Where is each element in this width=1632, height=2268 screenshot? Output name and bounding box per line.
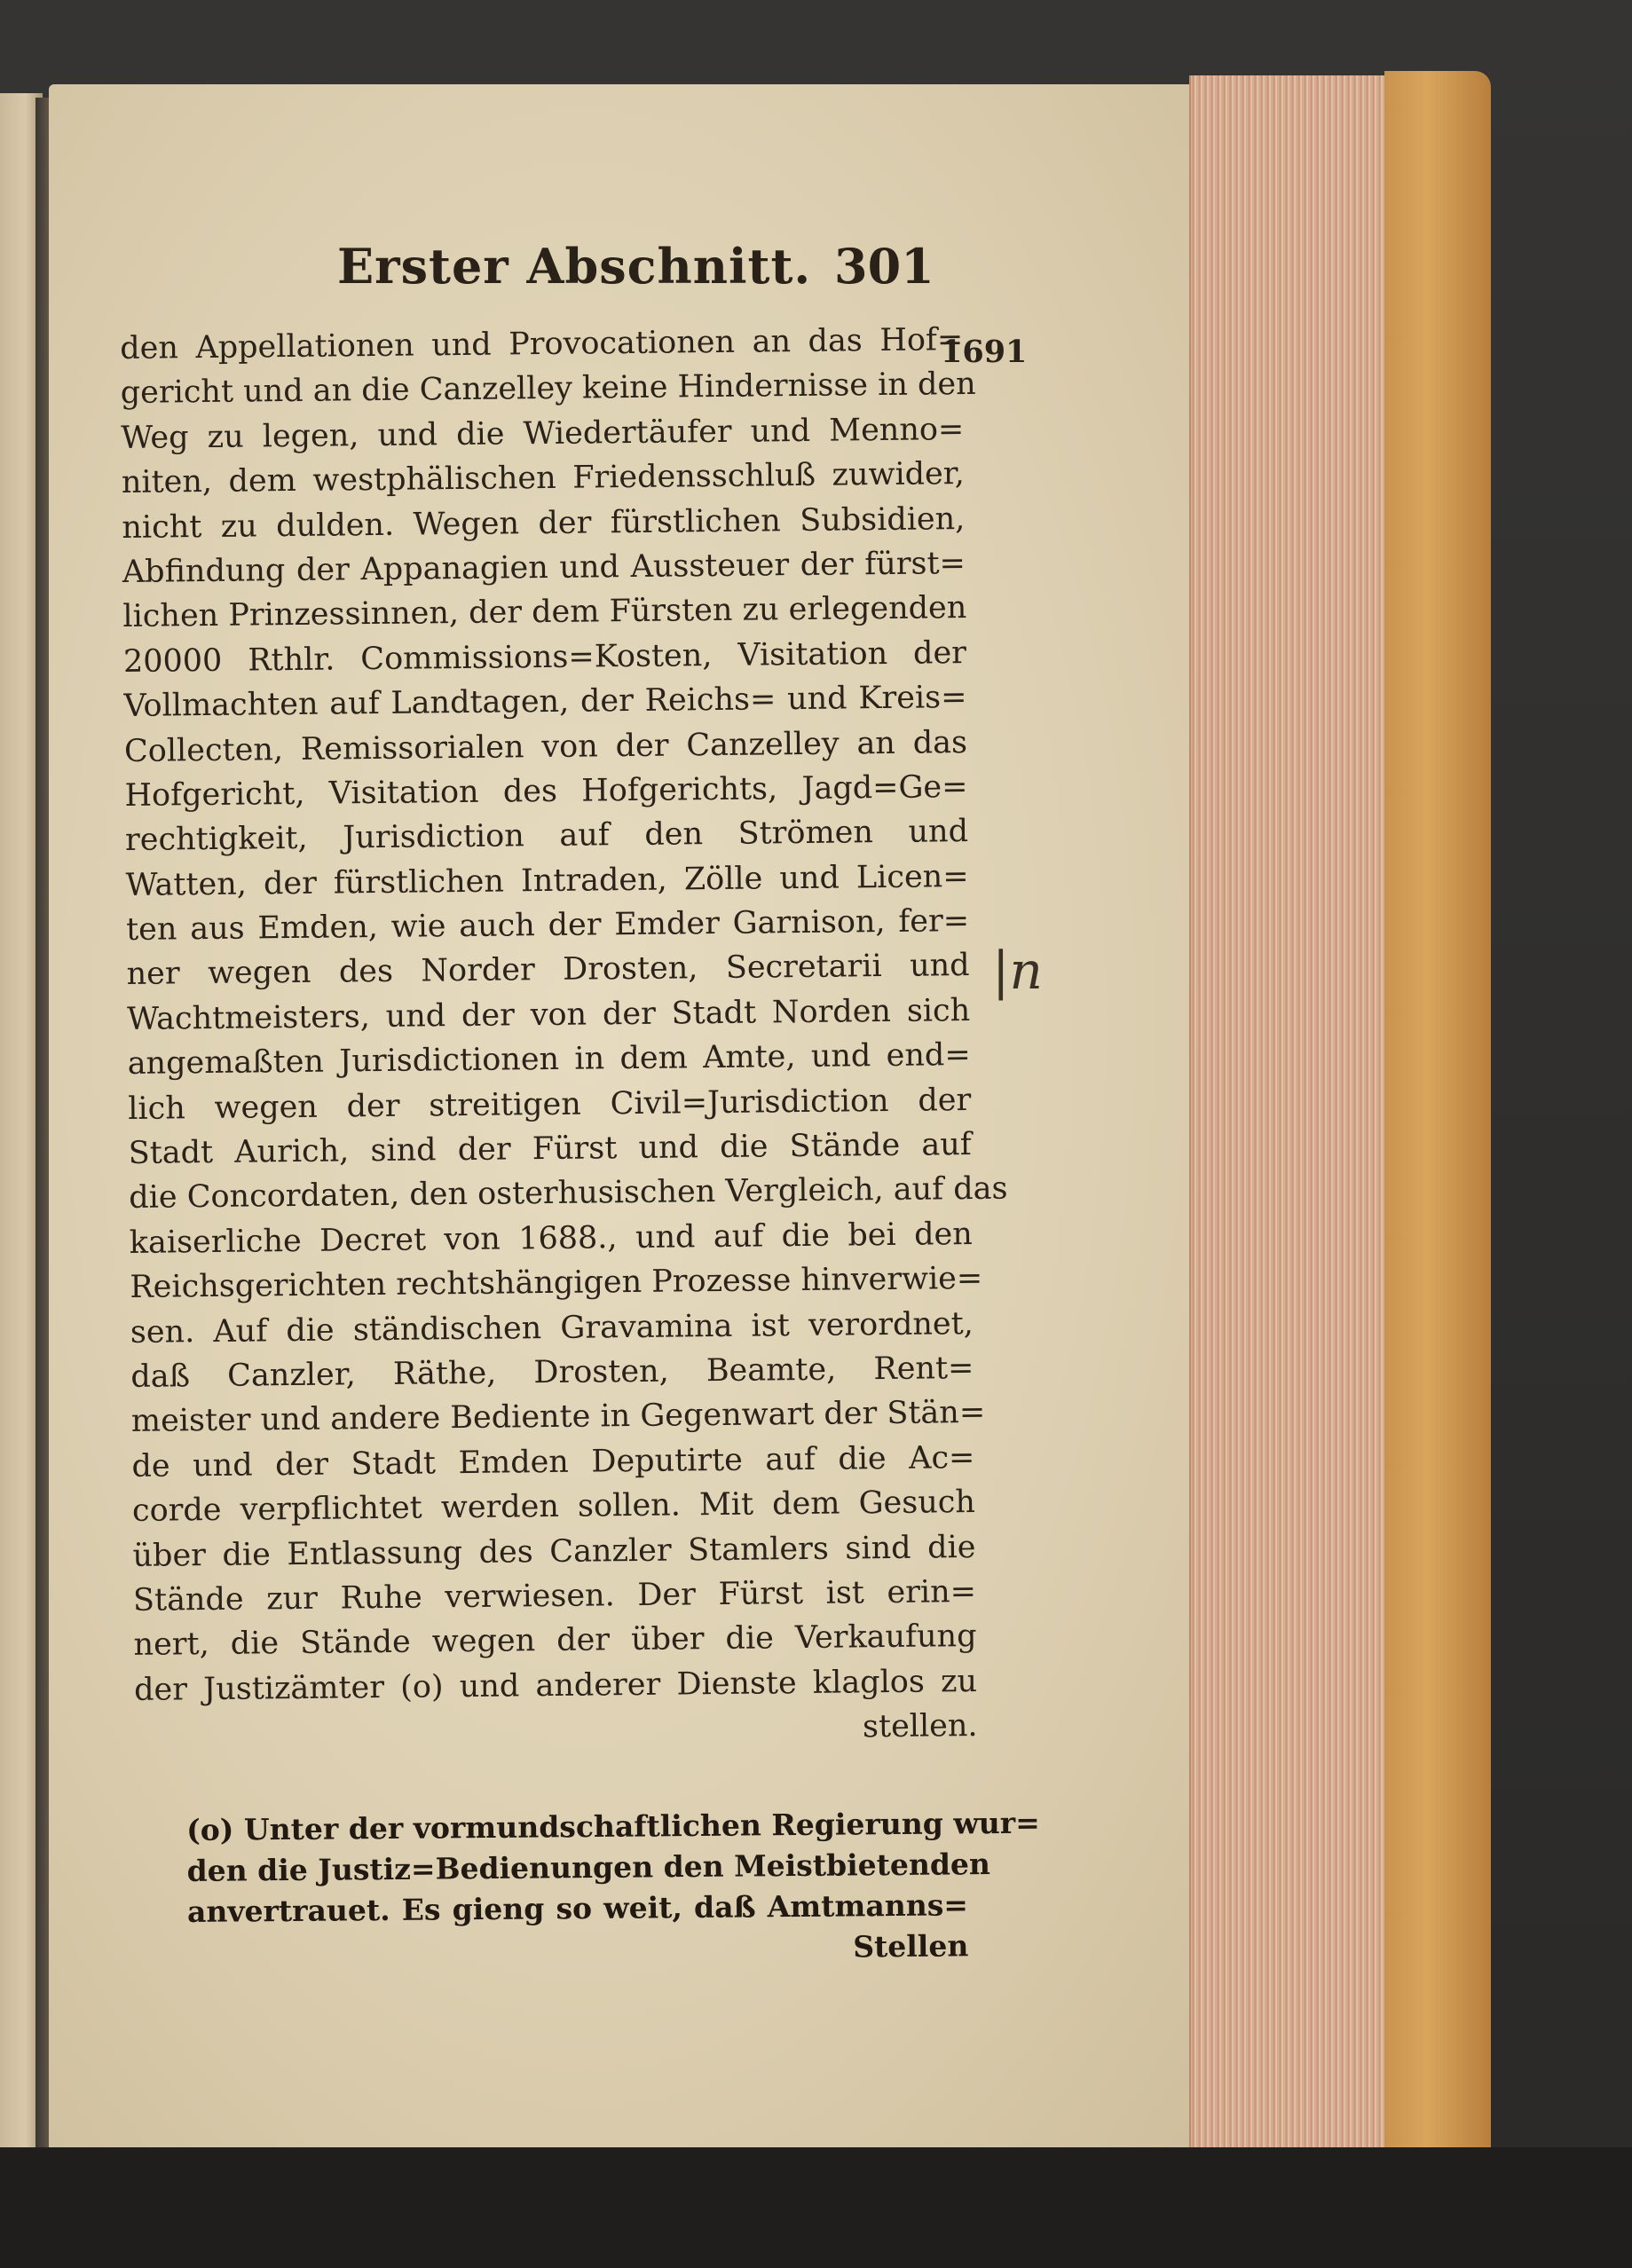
text-line: Abfindung der Appanagien und Aussteuer der fürst=	[122, 545, 966, 590]
bottom-shadow	[0, 2147, 1632, 2268]
page-number: 301	[834, 238, 934, 295]
text-line: daß Canzler, Räthe, Drosten, Beamte, Rent=	[130, 1350, 974, 1395]
text-line: kaiserliche Decret von 1688., und auf die bei den	[129, 1216, 973, 1261]
footnote-line: (o) Unter der vormundschaftlichen Regierung wur=	[186, 1805, 1040, 1847]
text-line: über die Entlassung des Canzler Stamlers sind die	[132, 1529, 976, 1574]
text-line: Hofgericht, Visitation des Hofgerichts, Jagd=Ge=	[124, 768, 968, 814]
text-line: die Concordaten, den osterhusischen Vergleich, auf das	[129, 1170, 1008, 1217]
text-line: 20000 Rthlr. Commissions=Kosten, Visitation der	[122, 634, 967, 680]
page-header	[337, 238, 958, 300]
text-line: Wachtmeisters, und der von der Stadt Norden sich	[126, 992, 971, 1037]
footnote	[186, 1803, 1040, 1973]
text-line: Watten, der fürstlichen Intraden, Zölle und Licen=	[125, 858, 969, 903]
text-line: angemaßten Jurisdictionen in dem Amte, und end=	[127, 1037, 971, 1083]
text-line: meister und andere Bediente in Gegenwart der Stän=	[130, 1395, 986, 1440]
text-line: ner wegen des Norder Drosten, Secretarii und	[126, 948, 970, 993]
text-line: sen. Auf die ständischen Gravamina ist verordnet,	[130, 1305, 974, 1351]
text-line: rechtigkeit, Jurisdiction auf den Strömen und	[124, 814, 969, 859]
text-line: corde verpflichtet werden sollen. Mit dem Gesuch	[131, 1484, 976, 1530]
text-line: gericht und an die Canzelley keine Hindernisse in den	[120, 366, 976, 412]
handwritten-margin-note: |n	[992, 941, 1043, 1001]
text-line: lich wegen der streitigen Civil=Jurisdiction der	[128, 1082, 972, 1127]
text-line: Collecten, Remissorialen von der Canzelley an das	[123, 724, 968, 769]
text-line: Stadt Aurich, sind der Fürst und die Stände auf	[128, 1127, 972, 1171]
running-title: Erster Abschnitt.	[337, 238, 812, 295]
text-line: stellen.	[862, 1708, 978, 1745]
text-line: nicht zu dulden. Wegen der fürstlichen Subsidien,	[122, 500, 966, 546]
text-line: Vollmachten auf Landtagen, der Reichs= und Kreis=	[123, 680, 967, 725]
text-line: lichen Prinzessinnen, der dem Fürsten zu erlegenden	[122, 590, 967, 635]
footnote-line: anvertrauet. Es gieng so weit, daß Amtmanns=	[186, 1887, 969, 1929]
text-line: Reichsgerichten rechtshängigen Prozesse hinverwie=	[130, 1261, 983, 1306]
text-line: der Justizämter (o) und anderer Dienste klaglos zu	[133, 1663, 978, 1708]
text-line: den Appellationen und Provocationen an das Hof=	[120, 322, 964, 366]
text-line: ten aus Emden, wie auch der Emder Garnison, fer=	[125, 903, 970, 949]
footnote-line: den die Justiz=Bedienungen den Meistbietenden	[186, 1847, 991, 1888]
footnote-line: Stellen	[853, 1928, 969, 1965]
margin-year: 1691	[941, 334, 1028, 370]
text-line: de und der Stadt Emden Deputirte auf die Ac=	[131, 1439, 975, 1484]
page-block-edge	[1189, 75, 1395, 2161]
text-line: niten, dem westphälischen Friedensschluß zuwider,	[121, 456, 966, 501]
text-line: nert, die Stände wegen der über die Verkaufung	[133, 1618, 977, 1664]
text-line: Weg zu legen, und die Wiedertäufer und Menno=	[121, 411, 965, 456]
text-line: Stände zur Ruhe verwiesen. Der Fürst ist erin=	[132, 1573, 977, 1618]
book-cover-edge	[1384, 71, 1491, 2165]
